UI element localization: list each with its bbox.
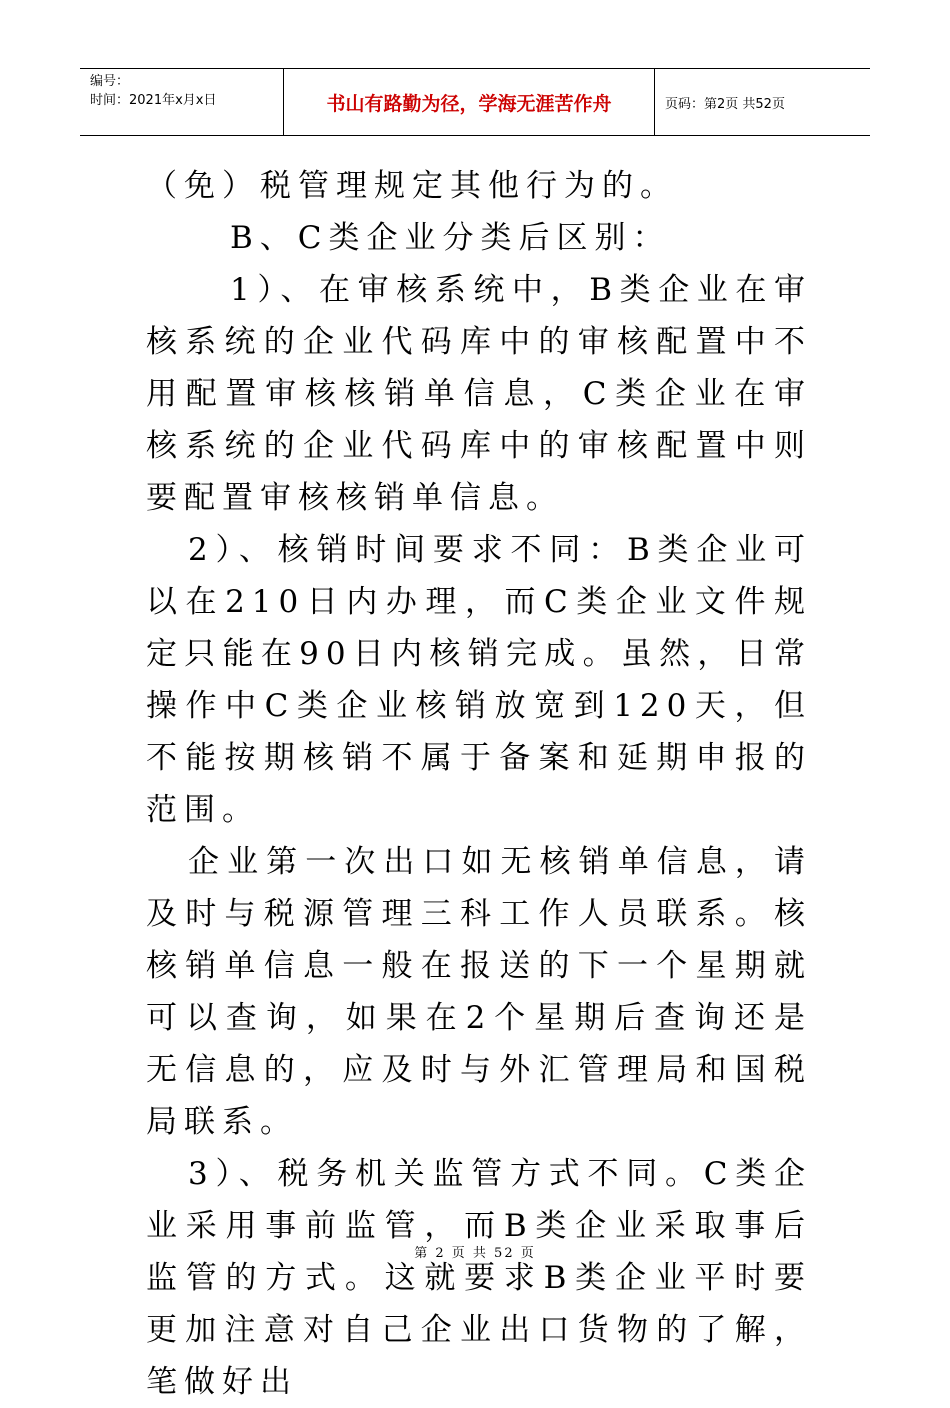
document-number-label: 编号： (90, 74, 130, 89)
paragraph-point-1: 1）、在审核系统中，B类企业在审核系统的企业代码库中的审核配置中不用配置审核核销单信息，C类企业在审核系统的企业代码库中的审核配置中则要配置审核核销单信息。 (146, 272, 812, 516)
paragraph-point-2: 2）、核销时间要求不同：B类企业可以在210日内办理，而C类企业文件规定只能在90日内核销完成。虽然，日常操作中C类企业核销放宽到120天，但不能按期核销不属于备案和延期申报的范围。 (146, 532, 812, 828)
page-header (80, 68, 870, 136)
paragraph-note: 企业第一次出口如无核销单信息，请及时与税源管理三科工作人员联系。核核销单信息一般在报送的下一个星期就可以查询，如果在2个星期后查询还是无信息的，应及时与外汇管理局和国税局联系。 (146, 844, 812, 1140)
page-footer: 第 2 页 共 52 页 (414, 1246, 536, 1261)
document-date: 时间：2021年x月x日 (90, 93, 217, 108)
paragraph-section-heading: B、C类企业分类后区别： (230, 220, 671, 256)
paragraph-continuation: （免）税管理规定其他行为的。 (146, 168, 678, 204)
header-page-info: 页码：第2页 共52页 (665, 96, 785, 112)
paragraph-point-3: 3）、税务机关监管方式不同。C类企业采用事前监管，而B类企业采取事后监管的方式。这就要求B类企业平时要更加注意对自己企业出口货物的了解，笔做好出 (146, 1156, 812, 1400)
document-body (146, 160, 812, 1408)
header-motto: 书山有路勤为径，学海无涯苦作舟 (283, 69, 655, 135)
header-meta (80, 69, 283, 135)
